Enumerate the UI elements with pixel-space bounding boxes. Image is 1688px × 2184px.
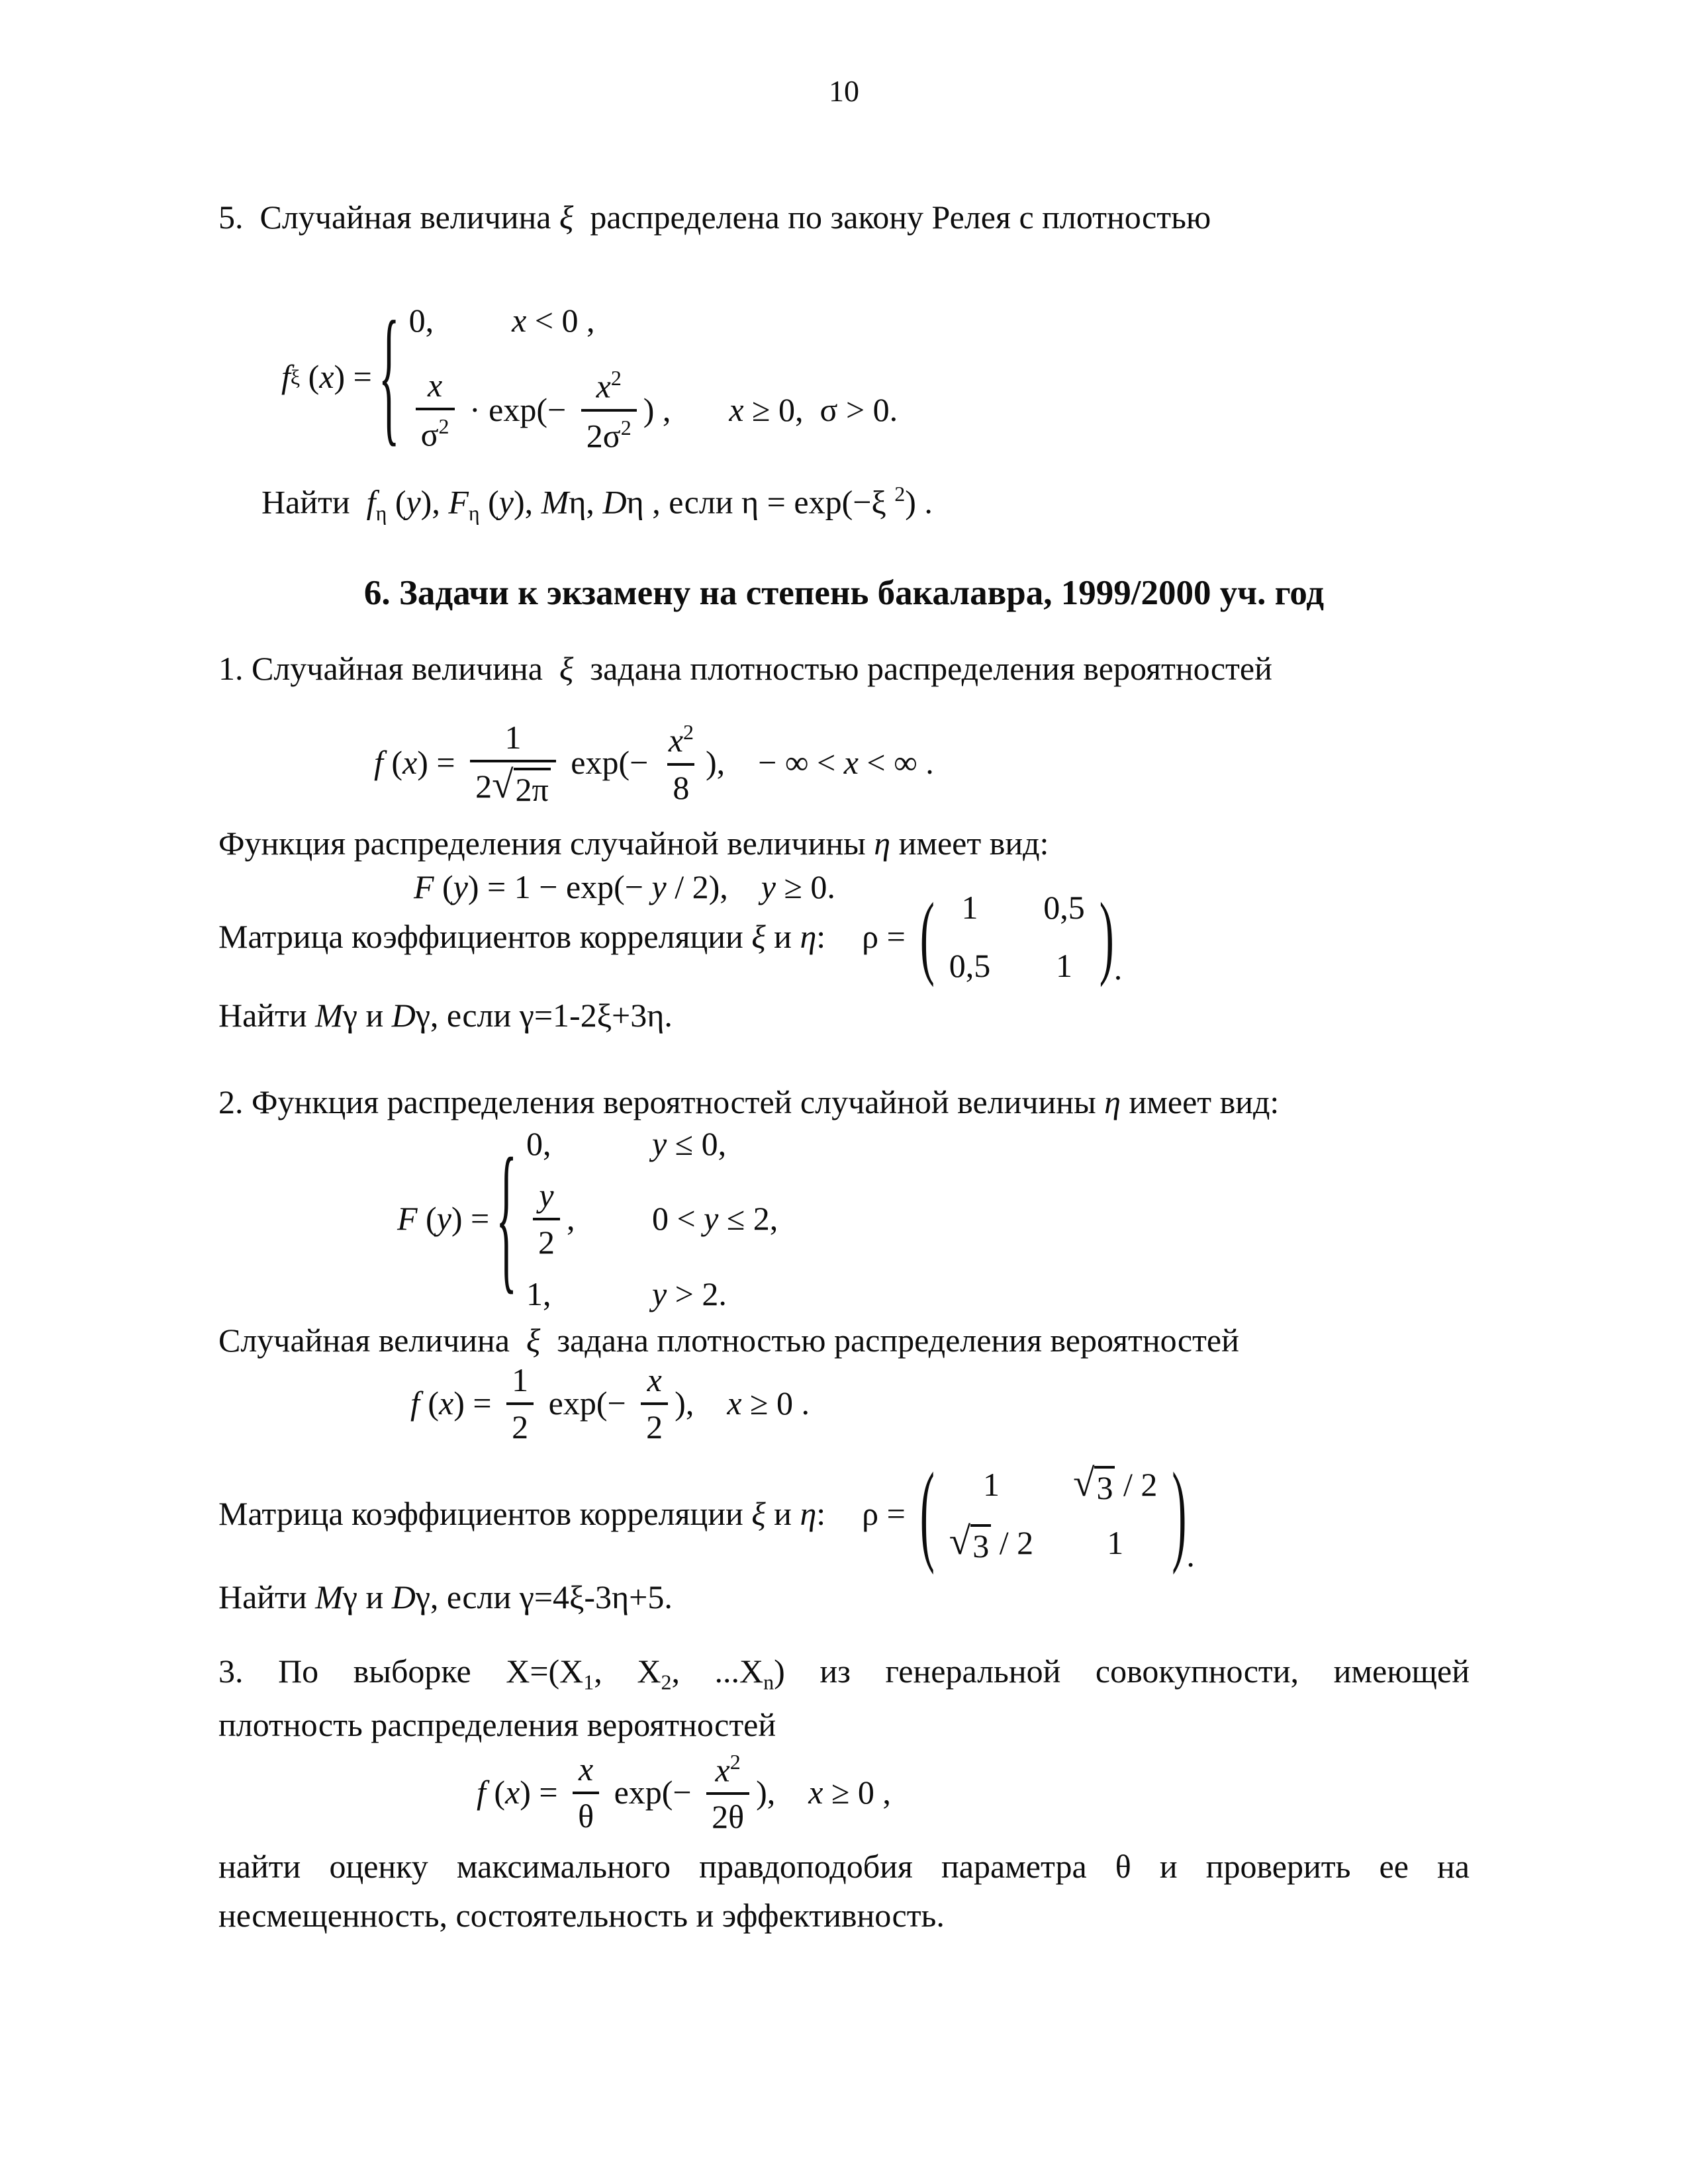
problem2-intro: 2. Функция распределения вероятностей случайной величины η имеет вид: — [218, 1083, 1280, 1120]
case-condition: y > 2. — [651, 1275, 727, 1312]
correlation-matrix — [919, 1450, 1187, 1576]
matrix-cell: 1 — [982, 1465, 1000, 1503]
matrix-label: Матрица коэффициентов корреляции ξ и η: — [218, 917, 826, 955]
case-condition: x ≥ 0, σ > 0. — [729, 391, 898, 428]
left-paren-icon: ( — [919, 1450, 935, 1576]
right-paren-icon: ) — [1099, 884, 1114, 988]
problem1-func-line: Функция распределения случайной величины η имеет вид: — [218, 825, 1049, 862]
left-brace-icon: { — [496, 1126, 517, 1310]
correlation-matrix — [919, 884, 1114, 988]
rho-equals: ρ = — [862, 917, 906, 955]
problem3-line2: плотность распределения вероятностей — [218, 1706, 776, 1743]
case-condition: y ≤ 0, — [651, 1124, 727, 1162]
formula-cases — [526, 1125, 778, 1314]
matrix-period: . — [1186, 1536, 1195, 1574]
case-row — [409, 367, 898, 453]
matrix-cell: 1 — [1107, 1524, 1124, 1561]
formula5-lhs: f ξ ( x ) = — [281, 358, 372, 396]
problem1-formula: f ( x ) = 1 2 √ 2π exp(− $\frac{x^2}{8}$ ), − ∞ < x < ∞ . — [374, 718, 934, 808]
formula5-cases — [409, 302, 898, 453]
section-title: 6. Задачи к экзамену на степень бакалавра, 1999/2000 уч. год — [363, 574, 1325, 612]
problem2-formula: f ( x ) = $\frac{1}{2}$ exp(− $\frac{x}{2}$ ), x ≥ 0 . — [410, 1361, 810, 1445]
matrix-period: . — [1113, 949, 1123, 987]
problem5-intro: 5. Случайная величина ξ распределена по закону Релея с плотностью — [218, 199, 1211, 236]
case-row — [526, 1125, 778, 1163]
case-value: 0, — [526, 1124, 551, 1162]
matrix-grid — [935, 889, 1100, 985]
problem1-matrix-row — [218, 882, 1122, 991]
problem1-distribution: F (y) = 1 − exp(− y / 2), y ≥ 0. — [414, 868, 835, 905]
problem1-intro: 1. Случайная величина ξ задана плотностью распределения вероятностей — [218, 650, 1272, 687]
formula-lhs: F ( y ) = — [397, 1200, 490, 1238]
problem5-find: Найти $f_\eta$ (y), $F_\eta$ (y), Mη, Dη , если η = exp(−ξ $^2$) . — [261, 482, 933, 525]
problem3-line1: 3. По выборке $X=(X_1$, $X_2$, $...X_n$) из генеральной совокупности, имеющей — [218, 1653, 1470, 1694]
problem3-end1: найти оценку максимального правдоподобия параметра θ и проверить ее на — [218, 1848, 1470, 1885]
matrix-cell: 0,5 — [1043, 889, 1085, 926]
matrix-cell: 1 — [1056, 946, 1073, 984]
case-row — [526, 1179, 778, 1259]
problem3-formula: f ( x ) = $\frac{x}{\theta}$ exp(− $\frac{x^2}{2\theta}$ ), x ≥ 0 , — [477, 1749, 891, 1836]
problem3-end2: несмещенность, состоятельность и эффективность. — [218, 1897, 945, 1934]
matrix-cell: 0,5 — [949, 946, 991, 984]
problem2-matrix-row — [218, 1449, 1195, 1578]
matrix-cell: √ 3 / 2 — [949, 1518, 1034, 1565]
case-condition: 0 < y ≤ 2, — [651, 1200, 778, 1238]
case-value: $\frac{x}{\sigma^2}$ · exp(− $\frac{x^2}{2\sigma^2}$ ) , — [409, 367, 671, 453]
case-value: 1, — [526, 1275, 551, 1312]
matrix-cell: 1 — [961, 889, 978, 926]
matrix-cell: √ 3 / 2 — [1073, 1460, 1158, 1506]
problem2-mid: Случайная величина ξ задана плотностью распределения вероятностей — [218, 1322, 1239, 1359]
left-brace-icon: { — [378, 291, 400, 461]
problem1-find: Найти Mγ и Dγ, если γ=1-2ξ+3η. — [218, 997, 673, 1034]
case-value: 0, — [408, 301, 434, 339]
problem2-cases-formula — [397, 1124, 778, 1312]
page-number: 10 — [829, 74, 859, 108]
rho-equals: ρ = — [862, 1494, 906, 1532]
left-paren-icon: ( — [919, 884, 935, 988]
right-paren-icon: ) — [1172, 1450, 1187, 1576]
problem5-formula — [281, 285, 898, 470]
case-row — [526, 1275, 778, 1314]
matrix-label: Матрица коэффициентов корреляции ξ и η: — [218, 1494, 826, 1532]
case-row — [409, 302, 898, 340]
matrix-grid — [935, 1460, 1172, 1565]
case-condition: x < 0 , — [512, 301, 595, 339]
case-value: $\frac{y}{2}$ , — [526, 1179, 652, 1259]
problem2-find: Найти Mγ и Dγ, если γ=4ξ-3η+5. — [218, 1578, 673, 1615]
